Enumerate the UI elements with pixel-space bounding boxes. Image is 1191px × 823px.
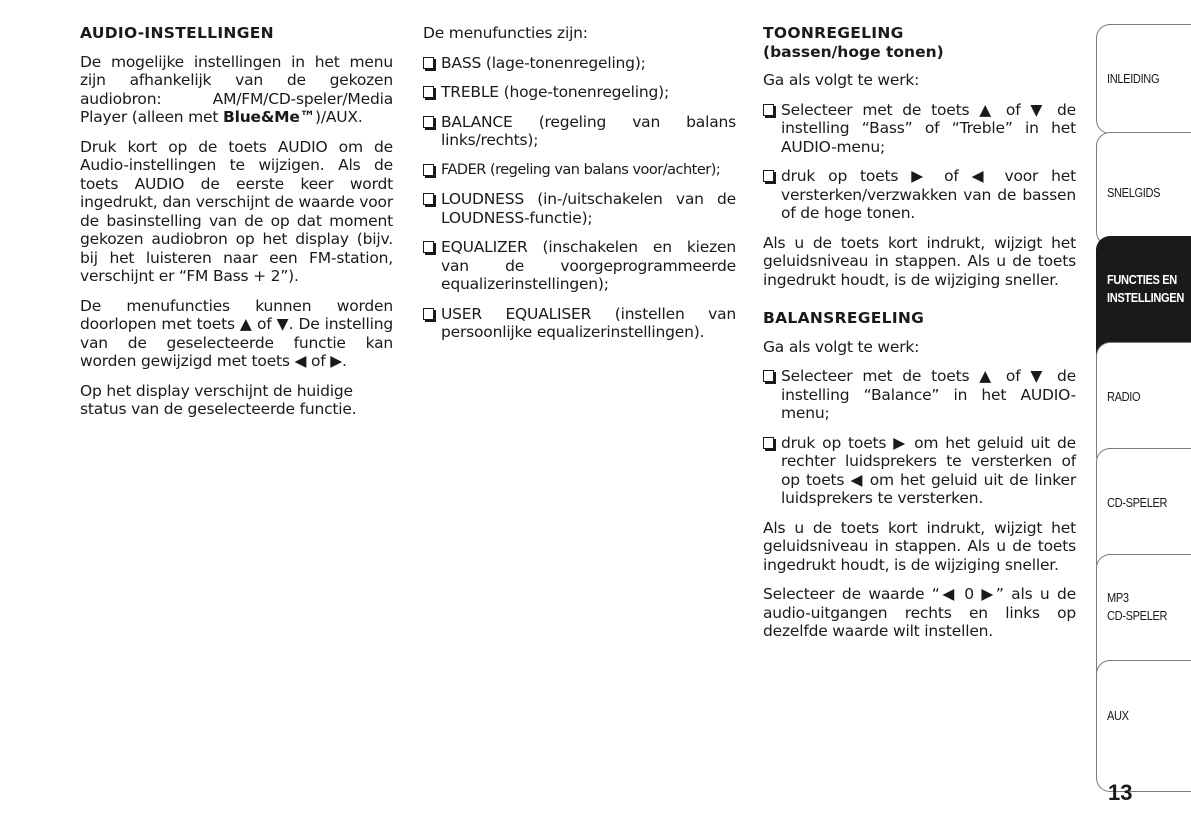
tab-label-line2: INSTELLINGEN bbox=[1107, 290, 1184, 305]
column-tone-balance bbox=[763, 24, 1076, 652]
bullet-box-icon bbox=[763, 370, 774, 382]
paragraph-audio-sources-end: )/AUX. bbox=[315, 108, 363, 126]
bullet-box-icon bbox=[763, 170, 774, 182]
list-item-text: Selecteer met de toets ▲ of ▼ de instelling “Balance” in het AUDIO-menu; bbox=[781, 367, 1076, 422]
list-item-text: BASS (lage-tonenregeling); bbox=[441, 53, 646, 72]
paragraph-display-status: Op het display verschijnt de huidige status van de geselecteerde functie. bbox=[80, 381, 357, 418]
tab-label: AUX bbox=[1107, 708, 1129, 723]
list-item-text: EQUALIZER (inschakelen en kiezen van de voorgeprogrammeerde equalizerinstellingen); bbox=[441, 238, 736, 293]
paragraph-audio-sources-text: De mogelijke instellingen in het menu zijn afhankelijk van de gekozen audiobron: AM/FM/CD-speler/Media Player (alleen met bbox=[80, 52, 393, 126]
bullet-box-icon bbox=[423, 86, 434, 98]
menu-functions-intro: De menufuncties zijn: bbox=[423, 24, 588, 42]
heading-audio-instellingen: AUDIO-INSTELLINGEN bbox=[80, 24, 274, 42]
heading-toonregeling-subtitle: (bassen/hoge tonen) bbox=[763, 42, 944, 61]
list-item-select-bass-treble bbox=[763, 101, 1076, 157]
tab-label: SNELGIDS bbox=[1107, 185, 1161, 200]
list-item-text: USER EQUALISER (instellen van persoonlijke equalizerinstellingen). bbox=[441, 304, 736, 341]
paragraph-menu-navigation: De menufuncties kunnen worden doorlopen met toets ▲ of ▼. De instelling van de geselecteerde functie kan worden gewijzigd met toets ◀ of ▶. bbox=[80, 296, 393, 370]
column-audio-settings bbox=[80, 24, 393, 430]
list-item-equalizer bbox=[423, 238, 736, 294]
bullet-box-icon bbox=[423, 164, 434, 176]
bullet-box-icon bbox=[423, 241, 434, 253]
bullet-box-icon bbox=[423, 116, 434, 128]
bullet-box-icon bbox=[423, 57, 434, 69]
list-item-balance bbox=[423, 113, 736, 150]
paragraph-step-change-balance: Als u de toets kort indrukt, wijzigt het geluidsniveau in stappen. Als u de toets ingedrukt houdt, is de wijziging sneller. bbox=[763, 518, 1076, 574]
tab-snelgids[interactable] bbox=[1096, 132, 1191, 246]
list-item-text: TREBLE (hoge-tonenregeling); bbox=[441, 83, 669, 101]
list-item-user-equaliser bbox=[423, 305, 736, 342]
tab-inleiding[interactable] bbox=[1096, 24, 1191, 134]
tab-aux[interactable] bbox=[1096, 660, 1191, 792]
paragraph-audio-sources bbox=[80, 53, 393, 127]
list-item-speakers bbox=[763, 434, 1076, 508]
tab-label-line1: FUNCTIES EN bbox=[1107, 272, 1177, 287]
list-item-loudness bbox=[423, 190, 736, 227]
tab-label: RADIO bbox=[1107, 389, 1141, 404]
heading-balansregeling: BALANSREGELING bbox=[763, 309, 925, 327]
list-item-boost-cut bbox=[763, 167, 1076, 223]
list-item-select-balance bbox=[763, 367, 1076, 423]
paragraph-step-change-tone: Als u de toets kort indrukt, wijzigt het geluidsniveau in stappen. Als u de toets ingedrukt houdt, is de wijziging sneller. bbox=[763, 233, 1076, 289]
tab-label: INLEIDING bbox=[1107, 71, 1160, 86]
list-item-treble bbox=[423, 83, 736, 102]
tab-label-line1: MP3 bbox=[1107, 590, 1129, 605]
blue-and-me-brand: Blue&Me™ bbox=[222, 108, 316, 126]
list-item-text: druk op toets ▶ om het geluid uit de rechter luidsprekers te versterken of op toets ◀ om het geluid uit de linker luidsprekers te versterken. bbox=[781, 433, 1076, 507]
list-item-text: LOUDNESS (in-/uitschakelen van de LOUDNESS-functie); bbox=[441, 190, 736, 227]
list-item-text: BALANCE (regeling van balans links/rechts); bbox=[441, 112, 736, 149]
list-item-text: FADER (regeling van balans voor/achter); bbox=[441, 161, 721, 178]
bullet-box-icon bbox=[763, 104, 774, 116]
list-item-text: Selecteer met de toets ▲ of ▼ de instelling “Bass” of “Treble” in het AUDIO-menu; bbox=[781, 100, 1076, 156]
list-item-text: druk op toets ▶ of ◀ voor het versterken/verzwakken van de bassen of de hoge tonen. bbox=[781, 167, 1076, 222]
bullet-box-icon bbox=[423, 308, 434, 320]
heading-toonregeling bbox=[763, 24, 1076, 61]
tab-label-line2: CD-SPELER bbox=[1107, 608, 1168, 623]
paragraph-zero-value: Selecteer de waarde “◀ 0 ▶” als u de audio-uitgangen rechts en links op dezelfde waarde wilt instellen. bbox=[763, 585, 1076, 640]
paragraph-procedure-balance: Ga als volgt te werk: bbox=[763, 337, 920, 356]
tab-label: CD-SPELER bbox=[1107, 495, 1168, 510]
column-menu-functions bbox=[423, 24, 736, 353]
list-item-fader bbox=[423, 161, 736, 180]
bullet-box-icon bbox=[763, 437, 774, 449]
heading-toonregeling-title: TOONREGELING bbox=[763, 24, 904, 42]
bullet-box-icon bbox=[423, 193, 434, 205]
list-item-bass bbox=[423, 54, 736, 73]
paragraph-procedure-tone: Ga als volgt te werk: bbox=[763, 71, 920, 89]
paragraph-audio-button: Druk kort op de toets AUDIO om de Audio-instellingen te wijzigen. Als de toets AUDIO de eerste keer wordt ingedrukt, dan verschijnt de waarde voor de basinstelling van de op dat moment gekozen audiobron op het display (bijv. bij het luisteren naar een FM-station, verschijnt er “FM Bass + 2”). bbox=[80, 137, 393, 285]
page-number: 13 bbox=[1108, 780, 1133, 805]
